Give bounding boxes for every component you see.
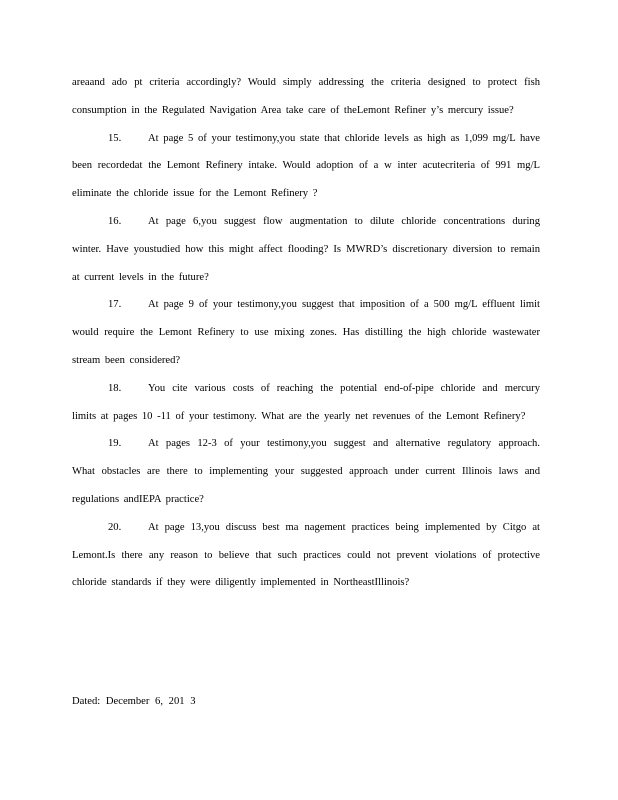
question-number: 19.: [108, 438, 122, 450]
question-number: 18.: [108, 382, 122, 394]
continuation-paragraph: areaand ado pt criteria accordingly? Would simply addressing the criteria designed to protect fish consumption in the Regulated Navigation Area take care of theLemont Refiner y’s mercury issue?: [72, 77, 540, 116]
question-17: [72, 291, 540, 374]
question-20: [72, 514, 540, 597]
question-number: 15.: [108, 132, 122, 144]
question-19: [72, 430, 540, 513]
dated-line: Dated: December 6, 201 3: [72, 696, 196, 707]
question-number: 20.: [108, 521, 122, 533]
testimony-questions: [72, 69, 540, 597]
question-number: 17.: [108, 299, 122, 311]
question-text: At pages 12-3 of your testimony,you suggest and alternative regulatory approach. What obstacles are there to implementing your suggested approach under current Illinois laws and regulations andIEPA practice?: [72, 438, 540, 505]
question-16: [72, 208, 540, 291]
question-text: You cite various costs of reaching the potential end-of-pipe chloride and mercury limits at pages 10 -11 of your testimony. What are the yearly net revenues of the Lemont Refinery?: [72, 382, 540, 422]
question-text: At page 9 of your testimony,you suggest that imposition of a 500 mg/L effluent limit would require the Lemont Refinery to use mixing zones. Has distilling the high chloride wastewater stream been considered?: [72, 299, 540, 366]
question-18: [72, 375, 540, 431]
question-text: At page 5 of your testimony,you state that chloride levels as high as 1,099 mg/L have been recordedat the Lemont Refinery intake. Would adoption of a w inter acutecriteria of 991 mg/L eliminate the chloride issue for the Lemont Refinery ?: [72, 132, 540, 200]
question-text: At page 13,you discuss best ma nagement practices being implemented by Citgo at Lemont.Is there any reason to believe that such practices could not prevent violations of protective chloride standards if they were diligently implemented in NortheastIllinois?: [72, 521, 540, 589]
question-text: At page 6,you suggest flow augmentation to dilute chloride concentrations during winter. Have youstudied how this might affect flooding? Is MWRD’s discretionary diversion to remain at current levels in the future?: [72, 215, 540, 283]
question-number: 16.: [108, 215, 122, 227]
question-15: [72, 125, 540, 208]
